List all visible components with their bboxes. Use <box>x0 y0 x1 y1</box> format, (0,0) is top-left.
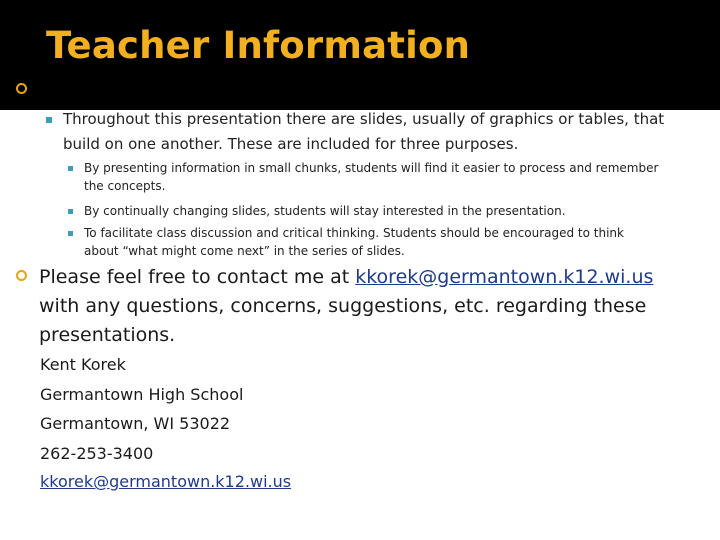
signature-city: Germantown, WI 53022 <box>40 414 231 433</box>
signature-school: Germantown High School <box>40 385 244 404</box>
square-bullet-icon <box>46 117 52 123</box>
sub-bullet-text-line2: build on one another. These are included for three purposes. <box>63 135 519 153</box>
title-bar <box>0 0 720 110</box>
square-bullet-icon <box>68 166 73 171</box>
contact-line1 <box>39 263 653 291</box>
slide-title: Teacher Information <box>46 24 471 67</box>
signature-phone: 262-253-3400 <box>40 444 154 463</box>
purpose-item-3-line2: about “what might come next” in the series of slides. <box>84 244 405 258</box>
purpose-item-3-line1: To facilitate class discussion and critical thinking. Students should be encouraged to think <box>84 226 624 240</box>
purpose-item-1-line2: the concepts. <box>84 179 166 193</box>
ring-bullet-icon <box>16 83 27 94</box>
contact-line3: presentations. <box>39 324 176 346</box>
contact-email-link[interactable]: kkorek@germantown.k12.wi.us <box>355 266 654 288</box>
square-bullet-icon <box>68 209 73 214</box>
signature-email-link[interactable]: kkorek@germantown.k12.wi.us <box>40 472 292 491</box>
signature-name: Kent Korek <box>40 355 126 374</box>
contact-line2: with any questions, concerns, suggestions, etc. regarding these <box>39 295 647 317</box>
sub-bullet-text-line1: Throughout this presentation there are slides, usually of graphics or tables, that <box>63 110 665 128</box>
ring-bullet-icon <box>16 270 27 281</box>
square-bullet-icon <box>68 231 73 236</box>
contact-prefix: Please feel free to contact me at <box>39 266 356 288</box>
purpose-item-1-line1: By presenting information in small chunks, students will find it easier to process and remember <box>84 161 659 175</box>
purpose-item-2-line1: By continually changing slides, students will stay interested in the presentation. <box>84 204 566 218</box>
